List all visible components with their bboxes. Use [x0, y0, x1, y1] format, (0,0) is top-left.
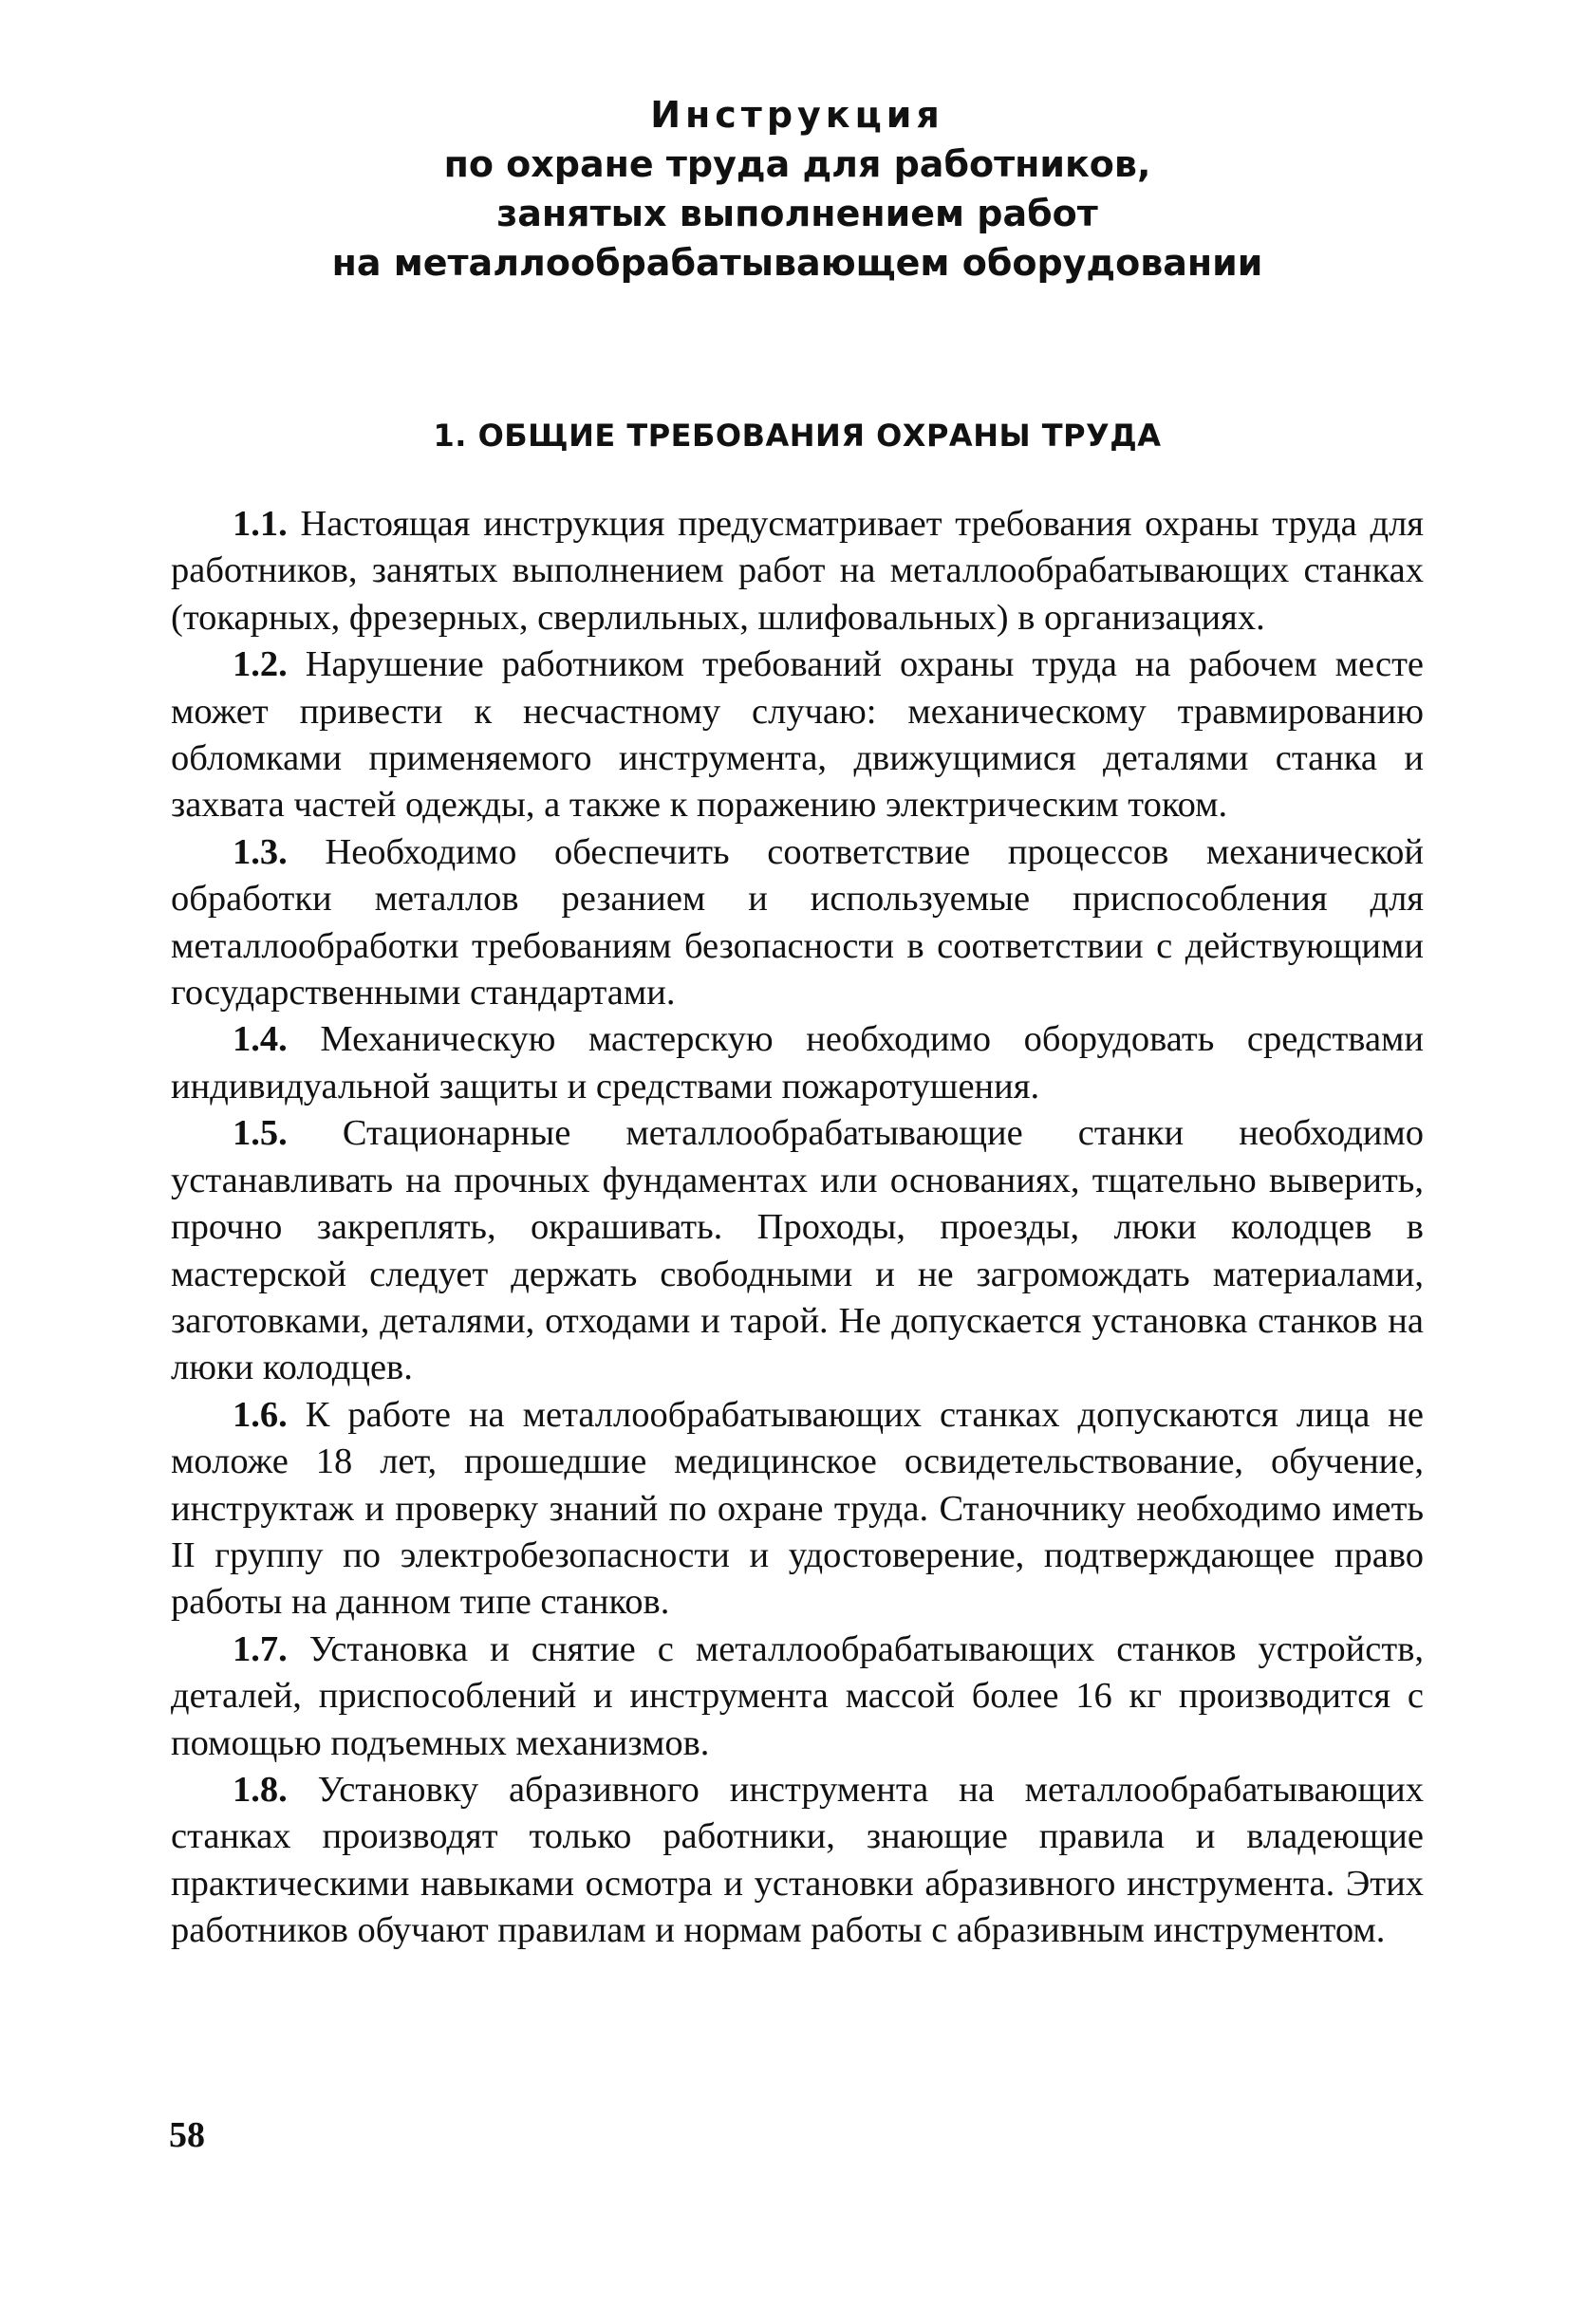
document-page: [171, 90, 1424, 1955]
paragraph-text: Нарушение работником требований охраны труда на рабочем месте может привести к несчастному случаю: механическому травмированию обломками применяемого инструмента, движущимися деталями станка и захвата частей одежды, а также к поражению электрическим током.: [171, 644, 1424, 826]
paragraph-number: 1.7.: [233, 1628, 288, 1669]
title-line-4: на металлообрабатывающем оборудовании: [331, 242, 1263, 284]
paragraph-1-2: [171, 641, 1424, 829]
paragraph-1-4: [171, 1016, 1424, 1110]
paragraph-number: 1.8.: [233, 1769, 288, 1810]
paragraph-text: Настоящая инструкция предусматривает требования охраны труда для работников, занятых выполнением работ на металлообрабатывающих станках (токарных, фрезерных, сверлильных, шлифовальных) в организациях.: [171, 504, 1425, 638]
paragraph-text: Установку абразивного инструмента на металлообрабатывающих станках производят только работники, знающие правила и владеющие практическими навыками осмотра и установки абразивного инструмента. Этих работников обучают правилам и нормам работы с абразивным инструментом.: [171, 1769, 1424, 1951]
paragraph-number: 1.1.: [233, 504, 288, 544]
paragraph-number: 1.2.: [233, 644, 288, 685]
paragraph-number: 1.5.: [233, 1113, 288, 1154]
paragraph-1-3: [171, 829, 1424, 1017]
paragraph-number: 1.4.: [233, 1019, 288, 1060]
paragraph-number: 1.6.: [233, 1394, 288, 1435]
paragraph-text: Необходимо обеспечить соответствие процессов механической обработки металлов резанием и используемые приспособления для металлообработки требованиям безопасности в соответствии с действующими государственными стандартами.: [171, 831, 1425, 1013]
section-heading: 1. ОБЩИЕ ТРЕБОВАНИЯ ОХРАНЫ ТРУДА: [433, 418, 1162, 454]
paragraph-text: Стационарные металлообрабатывающие станки необходимо устанавливать на прочных фундаментах или основаниях, тщательно выверить, прочно закреплять, окрашивать. Проходы, проезды, люки колодцев в мастерской следует держать свободными и не загромождать материалами, заготовками, деталями, отходами и тарой. Не допускается установка станков на люки колодцев.: [171, 1113, 1424, 1388]
paragraph-text: К работе на металлообрабатывающих станках допускаются лица не моложе 18 лет, прошедшие медицинское освидетельствование, обучение, инструктаж и проверку знаний по охране труда. Станочнику необходимо иметь II группу по электробезопасности и удостоверение, подтверждающее право работы на данном типе станков.: [171, 1394, 1424, 1623]
paragraph-number: 1.3.: [233, 831, 288, 872]
paragraph-1-6: [171, 1392, 1424, 1627]
title-line-3: занятых выполнением работ: [496, 193, 1098, 234]
title-line-1: Инструкция: [650, 94, 944, 136]
paragraph-1-7: [171, 1627, 1424, 1767]
document-title: [171, 90, 1424, 288]
paragraph-text: Установка и снятие с металлообрабатывающих станков устройств, деталей, приспособлений и инструмента массой более 16 кг производится с помощью подъемных механизмов.: [171, 1628, 1424, 1763]
paragraph-1-1: [171, 501, 1424, 641]
paragraph-1-8: [171, 1767, 1424, 1955]
paragraph-text: Механическую мастерскую необходимо оборудовать средствами индивидуальной защиты и средствами пожаротушения.: [171, 1019, 1424, 1106]
page-number: 58: [169, 2115, 205, 2155]
paragraph-1-5: [171, 1110, 1424, 1391]
title-line-2: по охране труда для работников,: [443, 143, 1151, 185]
